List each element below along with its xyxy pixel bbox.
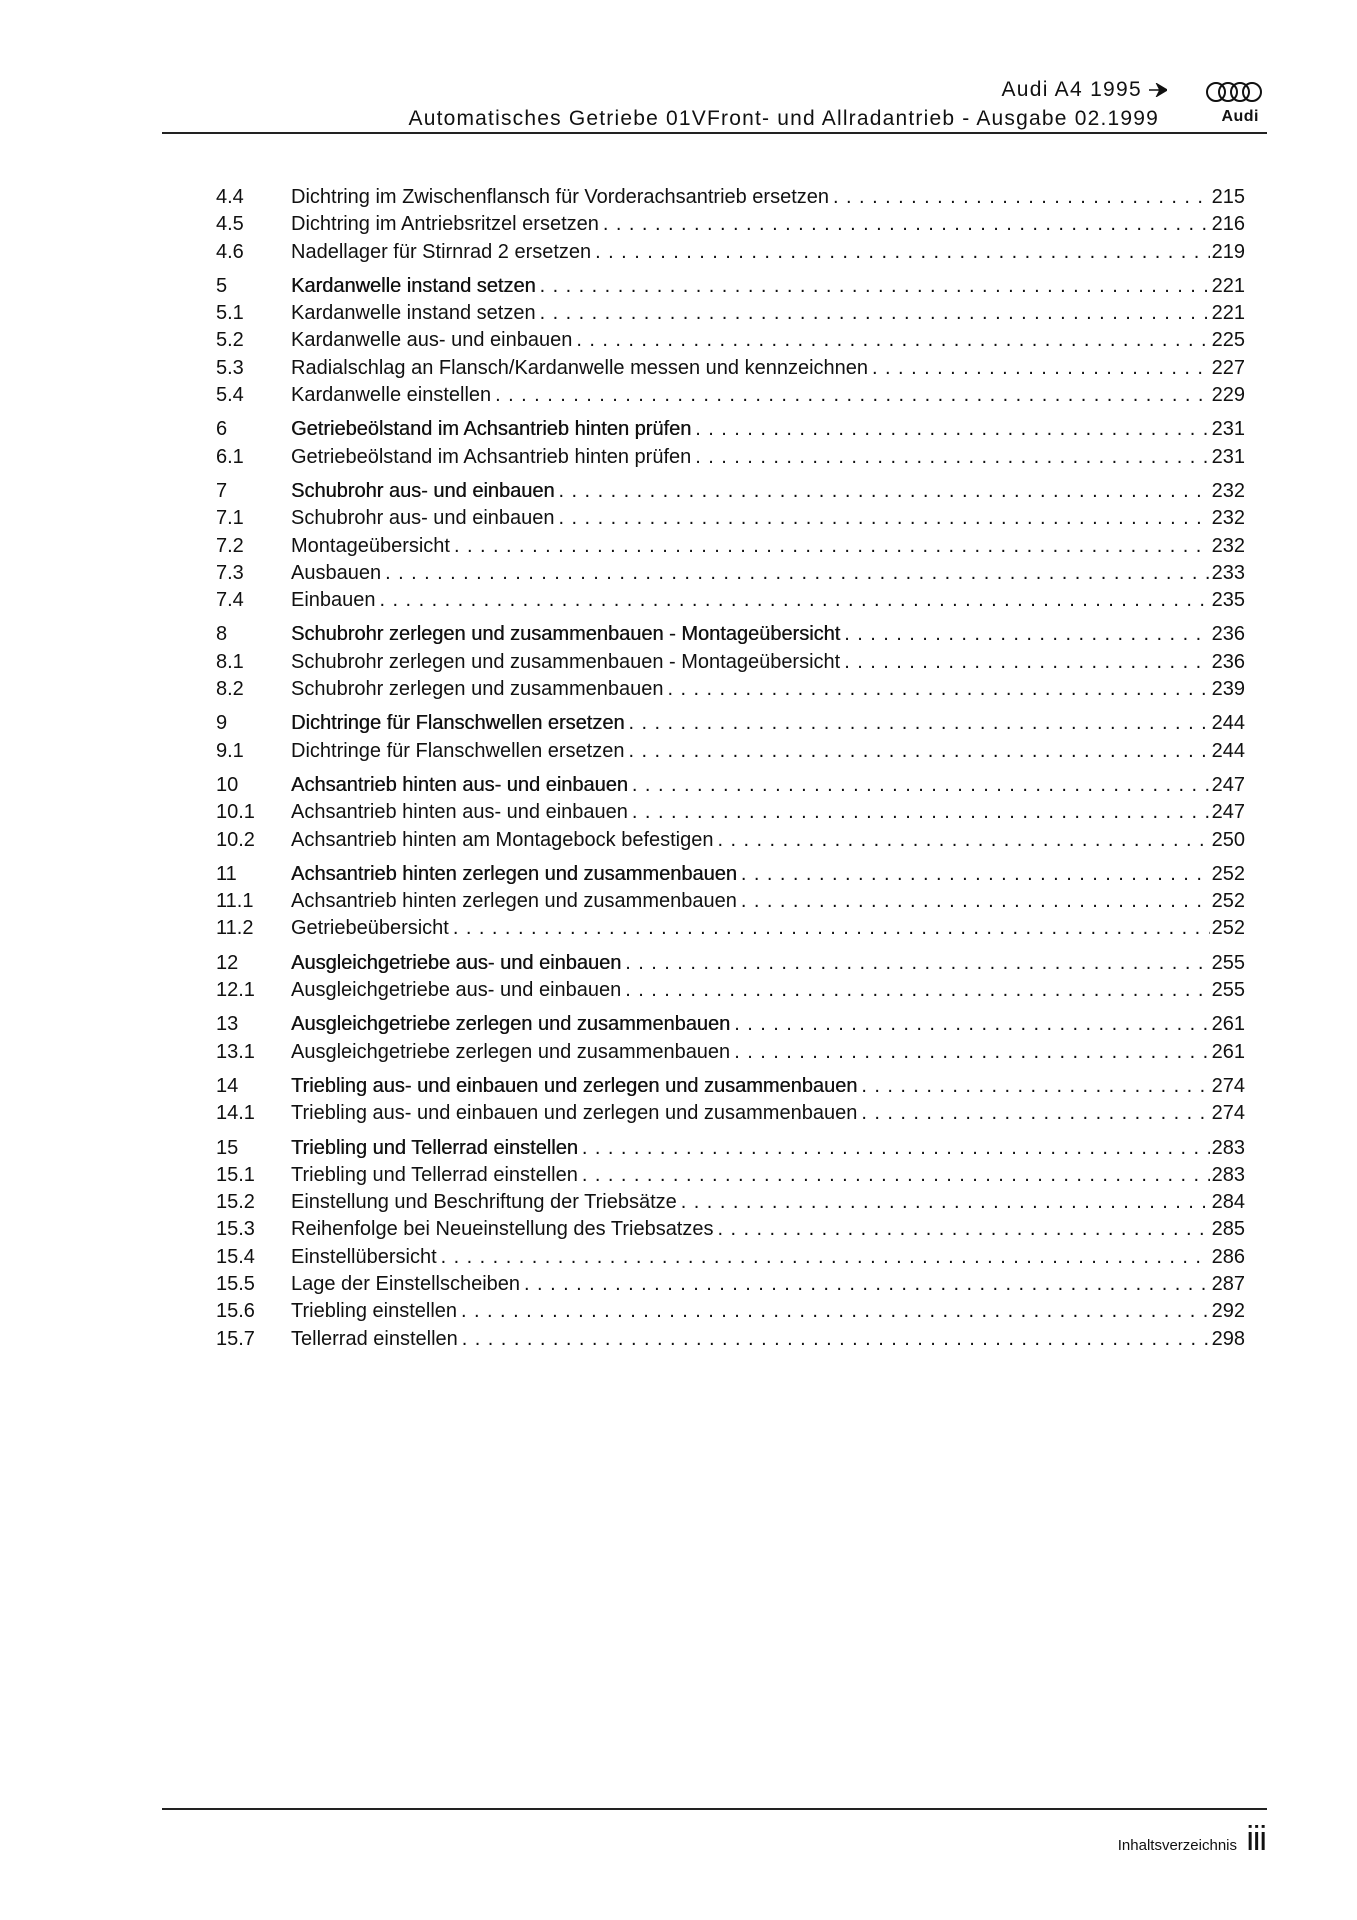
toc-section-entry[interactable]	[216, 1298, 1245, 1325]
toc-entry-page: 227	[1211, 356, 1245, 379]
toc-section-entry[interactable]	[216, 799, 1245, 826]
toc-entry-number: 10.1	[216, 801, 255, 824]
toc-dot-leader	[385, 560, 1210, 587]
toc-entry-title: Tellerrad einstellen	[291, 1327, 458, 1350]
toc-dot-leader	[462, 1326, 1210, 1353]
toc-entry-title: Dichtringe für Flanschwellen ersetzen	[291, 739, 625, 762]
toc-entry-number: 7.3	[216, 561, 244, 584]
toc-dot-leader	[632, 799, 1210, 826]
toc-dot-leader	[861, 1100, 1209, 1127]
toc-section-entry[interactable]	[216, 827, 1245, 854]
header-brand: Audi	[1221, 108, 1259, 125]
toc-entry-title: Reihenfolge bei Neueinstellung des Triebsatzes	[291, 1218, 714, 1241]
toc-section-entry[interactable]	[216, 888, 1245, 915]
toc-entry-title: Kardanwelle instand setzen	[291, 274, 536, 297]
toc-entry-title: Einbauen	[291, 589, 376, 612]
toc-section-entry[interactable]	[216, 327, 1245, 354]
toc-section-entry[interactable]	[216, 738, 1245, 765]
toc-entry-number: 12	[216, 951, 239, 974]
toc-entry-title: Einstellung und Beschriftung der Triebsätze	[291, 1191, 677, 1214]
toc-section-entry[interactable]	[216, 239, 1245, 266]
toc-entry-number: 4.4	[216, 186, 244, 208]
toc-entry-title: Lage der Einstellscheiben	[291, 1272, 521, 1295]
footer-section-label: Inhaltsverzeichnis	[1117, 1837, 1237, 1854]
toc-dot-leader	[695, 416, 1209, 443]
toc-entry-title: Ausgleichgetriebe aus- und einbauen	[291, 979, 622, 1002]
toc-dot-leader	[695, 444, 1209, 471]
toc-entry-title: Radialschlag an Flansch/Kardanwelle messen und kennzeichnen	[291, 356, 869, 379]
toc-entry-title: Achsantrieb hinten aus- und einbauen	[291, 801, 628, 824]
toc-entry-page: 236	[1211, 650, 1245, 673]
toc-dot-leader	[734, 1039, 1209, 1066]
toc-dot-leader	[540, 273, 1210, 300]
toc-entry-page: 231	[1211, 418, 1245, 441]
toc-entry-title: Schubrohr aus- und einbauen	[291, 479, 555, 502]
toc-entry-number: 12.1	[216, 979, 255, 1002]
toc-entry-page: 232	[1211, 479, 1245, 502]
toc-section-entry[interactable]	[216, 1100, 1245, 1127]
toc-entry-number: 15.3	[216, 1218, 255, 1241]
toc-chapter-entry[interactable]	[216, 1011, 1245, 1038]
toc-entry-page: 216	[1211, 213, 1245, 236]
toc-dot-leader	[582, 1162, 1210, 1189]
toc-entry-page: 287	[1211, 1272, 1245, 1295]
toc-chapter-entry[interactable]	[216, 1135, 1245, 1162]
toc-entry-title: Achsantrieb hinten zerlegen und zusammenbauen	[291, 890, 737, 913]
toc-entry-title: Kardanwelle aus- und einbauen	[291, 329, 573, 352]
toc-entry-title: Montageübersicht	[291, 534, 450, 557]
toc-entry-page: 235	[1211, 589, 1245, 612]
toc-entry-page: 233	[1211, 561, 1245, 584]
footer-page-number: iii	[1246, 1820, 1266, 1858]
toc-entry-title: Triebling aus- und einbauen und zerlegen und zusammenbauen	[291, 1102, 858, 1125]
toc-chapter-entry[interactable]	[216, 950, 1245, 977]
toc-dot-leader	[667, 676, 1209, 703]
toc-entry-number: 15.5	[216, 1272, 255, 1295]
toc-section-entry[interactable]	[216, 1216, 1245, 1243]
toc-entry-page: 244	[1211, 739, 1245, 762]
toc-entry-title: Dichtring im Antriebsritzel ersetzen	[291, 213, 599, 236]
toc-dot-leader	[495, 382, 1209, 409]
toc-entry-number: 14	[216, 1074, 239, 1097]
toc-section-entry[interactable]	[216, 1244, 1245, 1271]
toc-dot-leader	[844, 621, 1209, 648]
toc-chapter-entry[interactable]	[216, 861, 1245, 888]
toc-dot-leader	[741, 861, 1210, 888]
toc-entry-title: Triebling einstellen	[291, 1300, 458, 1323]
page-header	[162, 78, 1267, 134]
toc-dot-leader	[872, 355, 1210, 382]
toc-section-entry[interactable]	[216, 1039, 1245, 1066]
toc-section-entry[interactable]	[216, 676, 1245, 703]
toc-entry-number: 8.2	[216, 678, 244, 701]
toc-entry-title: Getriebeölstand im Achsantrieb hinten prüfen	[291, 418, 692, 441]
toc-section-entry[interactable]	[216, 977, 1245, 1004]
toc-dot-leader	[629, 738, 1210, 765]
toc-section-entry[interactable]	[216, 444, 1245, 471]
header-description: Automatisches Getriebe 01VFront- und Allradantrieb - Ausgabe 02.1999	[408, 107, 1159, 130]
toc-entry-title: Achsantrieb hinten zerlegen und zusammenbauen	[291, 862, 737, 885]
toc-dot-leader	[453, 915, 1210, 942]
toc-section-entry[interactable]	[216, 1162, 1245, 1189]
toc-section-entry[interactable]	[216, 211, 1245, 238]
toc-dot-leader	[454, 533, 1210, 560]
toc-entry-page: 219	[1211, 240, 1245, 263]
toc-entry-title: Dichtringe für Flanschwellen ersetzen	[291, 712, 625, 735]
toc-entry-title: Ausgleichgetriebe aus- und einbauen	[291, 951, 622, 974]
toc-entry-title: Einstellübersicht	[291, 1245, 437, 1268]
toc-entry-number: 4.5	[216, 213, 244, 236]
toc-entry-page: 285	[1211, 1218, 1245, 1241]
toc-entry-number: 8	[216, 623, 228, 646]
toc-entry-number: 15	[216, 1136, 239, 1159]
toc-entry-page: 286	[1211, 1245, 1245, 1268]
toc-entry-page: 292	[1211, 1300, 1245, 1323]
toc-entry-number: 5.2	[216, 329, 244, 352]
toc-entry-number: 15.1	[216, 1163, 255, 1186]
toc-section-entry[interactable]	[216, 505, 1245, 532]
toc-entry-number: 13	[216, 1013, 239, 1036]
toc-entry-page: 225	[1211, 329, 1245, 352]
toc-entry-number: 11.2	[216, 917, 254, 940]
toc-section-entry[interactable]	[216, 649, 1245, 676]
toc-entry-number: 13.1	[216, 1040, 255, 1063]
toc-entry-number: 10.2	[216, 828, 255, 851]
toc-section-entry[interactable]	[216, 184, 1245, 211]
toc-section-entry[interactable]	[216, 915, 1245, 942]
toc-entry-number: 10	[216, 773, 239, 796]
toc-entry-title: Getriebeölstand im Achsantrieb hinten prüfen	[291, 445, 692, 468]
toc-entry-page: 247	[1211, 801, 1245, 824]
toc-entry-number: 5	[216, 274, 228, 297]
toc-entry-page: 274	[1211, 1074, 1245, 1097]
toc-dot-leader	[632, 772, 1210, 799]
toc-dot-leader	[861, 1073, 1209, 1100]
toc-entry-title: Schubrohr zerlegen und zusammenbauen - Montageübersicht	[291, 650, 841, 673]
toc-entry-page: 229	[1211, 384, 1245, 407]
toc-entry-page: 255	[1211, 979, 1245, 1002]
toc-chapter-entry[interactable]	[216, 478, 1245, 505]
toc-section-entry[interactable]	[216, 533, 1245, 560]
header-divider	[162, 132, 1267, 134]
toc-dot-leader	[576, 327, 1209, 354]
toc-dot-leader	[625, 950, 1209, 977]
toc-section-entry[interactable]	[216, 355, 1245, 382]
toc-dot-leader	[629, 710, 1210, 737]
toc-entry-page: 261	[1211, 1013, 1245, 1036]
toc-entry-title: Schubrohr zerlegen und zusammenbauen - Montageübersicht	[291, 623, 841, 646]
toc-dot-leader	[582, 1135, 1210, 1162]
toc-dot-leader	[833, 184, 1210, 211]
toc-entry-number: 7	[216, 479, 228, 502]
toc-chapter-entry[interactable]	[216, 710, 1245, 737]
toc-section-entry[interactable]	[216, 1271, 1245, 1298]
toc-entry-number: 9	[216, 712, 228, 735]
toc-entry-title: Ausgleichgetriebe zerlegen und zusammenbauen	[291, 1013, 731, 1036]
toc-entry-page: 239	[1211, 678, 1245, 701]
toc-entry-title: Nadellager für Stirnrad 2 ersetzen	[291, 240, 592, 263]
toc-entry-number: 6.1	[216, 445, 244, 468]
toc-dot-leader	[625, 977, 1209, 1004]
toc-entry-number: 11	[216, 862, 237, 885]
toc-dot-leader	[559, 478, 1210, 505]
toc-entry-number: 9.1	[216, 739, 244, 762]
toc-entry-number: 15.4	[216, 1245, 255, 1268]
toc-entry-title: Kardanwelle instand setzen	[291, 302, 536, 325]
toc-entry-number: 15.7	[216, 1327, 255, 1350]
toc-chapter-entry[interactable]	[216, 273, 1245, 300]
toc-entry-page: 232	[1211, 534, 1245, 557]
toc-entry-title: Triebling aus- und einbauen und zerlegen und zusammenbauen	[291, 1074, 858, 1097]
toc-entry-page: 261	[1211, 1040, 1245, 1063]
toc-entry-number: 6	[216, 418, 228, 441]
audi-rings-icon	[1205, 81, 1263, 103]
toc-entry-title: Ausbauen	[291, 561, 382, 584]
toc-dot-leader	[681, 1189, 1210, 1216]
toc-dot-leader	[741, 888, 1210, 915]
toc-section-entry[interactable]	[216, 560, 1245, 587]
toc-entry-page: 252	[1211, 890, 1245, 913]
arrow-right-icon	[1149, 83, 1167, 97]
toc-entry-number: 4.6	[216, 240, 244, 263]
toc-section-entry[interactable]	[216, 1326, 1245, 1353]
toc-section-entry[interactable]	[216, 587, 1245, 614]
toc-entry-page: 250	[1211, 828, 1245, 851]
toc-entry-title: Schubrohr aus- und einbauen	[291, 507, 555, 530]
toc-chapter-entry[interactable]	[216, 621, 1245, 648]
toc-section-entry[interactable]	[216, 1189, 1245, 1216]
toc-dot-leader	[559, 505, 1210, 532]
toc-entry-page: 283	[1211, 1163, 1245, 1186]
toc-entry-page: 283	[1211, 1136, 1245, 1159]
toc-entry-title: Ausgleichgetriebe zerlegen und zusammenbauen	[291, 1040, 731, 1063]
toc-entry-number: 7.2	[216, 534, 244, 557]
toc-entry-page: 221	[1211, 302, 1245, 325]
toc-entry-page: 236	[1211, 623, 1245, 646]
table-of-contents	[216, 184, 1245, 1353]
toc-entry-number: 15.6	[216, 1300, 255, 1323]
toc-entry-title: Achsantrieb hinten am Montagebock befestigen	[291, 828, 714, 851]
toc-section-entry[interactable]	[216, 300, 1245, 327]
toc-entry-page: 221	[1211, 274, 1245, 297]
toc-entry-number: 5.4	[216, 384, 244, 407]
footer-divider	[162, 1808, 1267, 1810]
toc-chapter-entry[interactable]	[216, 772, 1245, 799]
toc-entry-title: Triebling und Tellerrad einstellen	[291, 1163, 578, 1186]
toc-entry-page: 274	[1211, 1102, 1245, 1125]
toc-dot-leader	[380, 587, 1210, 614]
toc-entry-number: 15.2	[216, 1191, 255, 1214]
toc-entry-page: 247	[1211, 773, 1245, 796]
toc-entry-page: 232	[1211, 507, 1245, 530]
toc-section-entry[interactable]	[216, 382, 1245, 409]
toc-chapter-entry[interactable]	[216, 416, 1245, 443]
toc-dot-leader	[441, 1244, 1210, 1271]
toc-entry-title: Kardanwelle einstellen	[291, 384, 492, 407]
toc-entry-number: 8.1	[216, 650, 244, 673]
toc-entry-page: 298	[1211, 1327, 1245, 1350]
toc-dot-leader	[540, 300, 1210, 327]
toc-entry-page: 255	[1211, 951, 1245, 974]
toc-entry-page: 215	[1211, 186, 1245, 208]
toc-dot-leader	[734, 1011, 1209, 1038]
toc-entry-title: Schubrohr zerlegen und zusammenbauen	[291, 678, 664, 701]
toc-entry-page: 244	[1211, 712, 1245, 735]
toc-dot-leader	[718, 827, 1210, 854]
toc-entry-title: Triebling und Tellerrad einstellen	[291, 1136, 578, 1159]
toc-entry-title: Achsantrieb hinten aus- und einbauen	[291, 773, 628, 796]
toc-dot-leader	[524, 1271, 1210, 1298]
toc-entry-number: 5.3	[216, 356, 244, 379]
toc-dot-leader	[603, 211, 1210, 238]
header-model: Audi A4 1995	[1001, 78, 1142, 101]
toc-chapter-entry[interactable]	[216, 1073, 1245, 1100]
toc-entry-page: 231	[1211, 445, 1245, 468]
toc-dot-leader	[595, 239, 1209, 266]
toc-entry-title: Dichtring im Zwischenflansch für Vorderachsantrieb ersetzen	[291, 186, 830, 208]
toc-entry-page: 252	[1211, 917, 1245, 940]
toc-dot-leader	[718, 1216, 1210, 1243]
toc-entry-page: 252	[1211, 862, 1245, 885]
toc-entry-number: 14.1	[216, 1102, 255, 1125]
toc-entry-page: 284	[1211, 1191, 1245, 1214]
toc-entry-title: Getriebeübersicht	[291, 917, 449, 940]
toc-entry-number: 7.1	[216, 507, 244, 530]
toc-entry-number: 11.1	[216, 890, 254, 913]
toc-entry-number: 5.1	[216, 302, 244, 325]
toc-entry-number: 7.4	[216, 589, 244, 612]
toc-dot-leader	[844, 649, 1209, 676]
toc-dot-leader	[461, 1298, 1210, 1325]
